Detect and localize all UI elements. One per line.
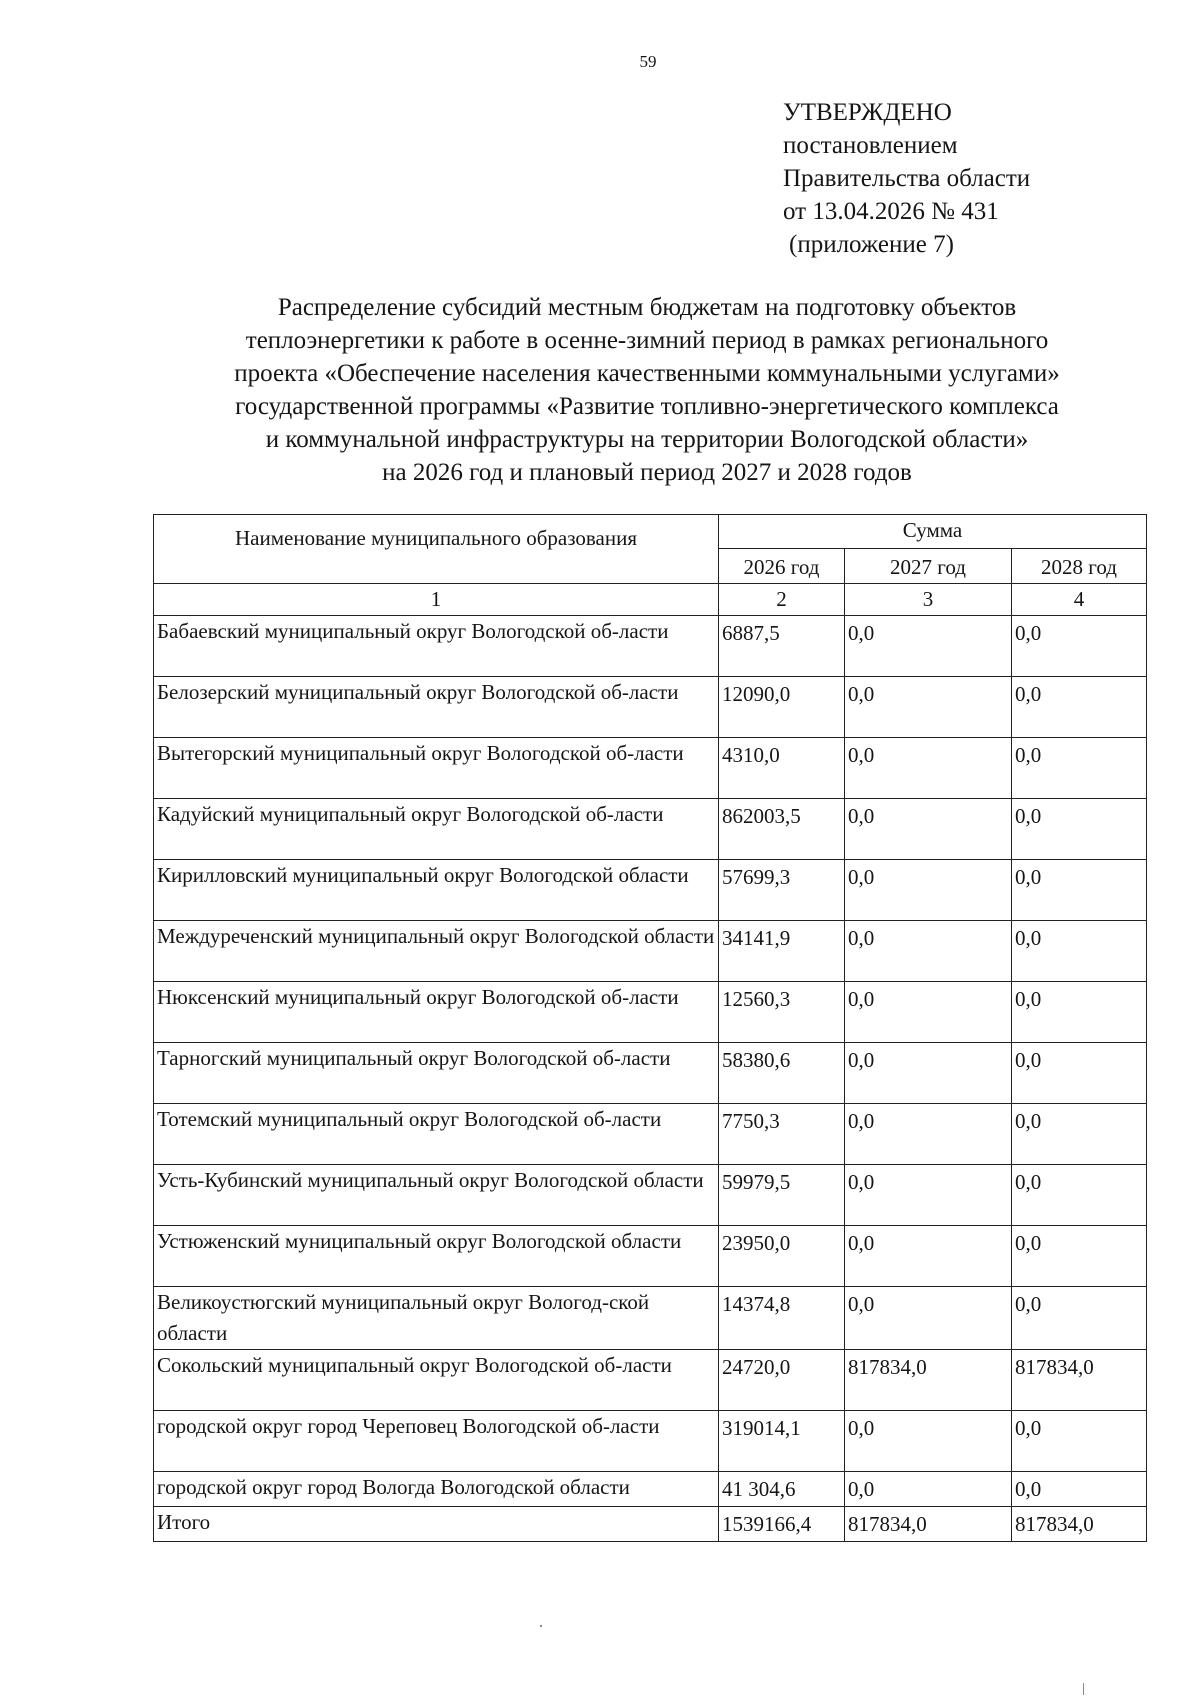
amount-2026: 862003,5: [719, 799, 845, 860]
amount-2026: 24720,0: [719, 1350, 845, 1411]
municipality-name: Бабаевский муниципальный округ Вологодской об-ласти: [154, 616, 719, 677]
amount-2026: 14374,8: [719, 1287, 845, 1350]
municipality-name: Тарногский муниципальный округ Вологодской об-ласти: [154, 1043, 719, 1104]
title-line: государственной программы «Развитие топливно-энергетического комплекса: [235, 393, 1059, 420]
table-row: [154, 1350, 1147, 1411]
column-number: 4: [1012, 584, 1147, 616]
amount-2027: 0,0: [845, 1411, 1012, 1472]
table-row: [154, 738, 1147, 799]
approval-heading: УТВЕРЖДЕНО: [783, 99, 952, 126]
table-row: [154, 1104, 1147, 1165]
total-label: Итого: [154, 1507, 719, 1542]
amount-2028: 0,0: [1012, 1472, 1147, 1507]
table-row: [154, 1287, 1147, 1350]
total-2027: 817834,0: [845, 1507, 1012, 1542]
amount-2027: 0,0: [845, 982, 1012, 1043]
municipality-name: Устюженский муниципальный округ Вологодской области: [154, 1226, 719, 1287]
amount-2028: 0,0: [1012, 799, 1147, 860]
table-row: [154, 1165, 1147, 1226]
amount-2026: 12090,0: [719, 677, 845, 738]
amount-2027: 0,0: [845, 921, 1012, 982]
approval-stamp: [783, 96, 1030, 261]
amount-2026: 319014,1: [719, 1411, 845, 1472]
amount-2026: 6887,5: [719, 616, 845, 677]
total-2028: 817834,0: [1012, 1507, 1147, 1542]
amount-2026: 41 304,6: [719, 1472, 845, 1507]
municipality-name: Белозерский муниципальный округ Вологодской об-ласти: [154, 677, 719, 738]
table-row: [154, 616, 1147, 677]
amount-2027: 0,0: [845, 738, 1012, 799]
amount-2028: 0,0: [1012, 1104, 1147, 1165]
amount-2028: 0,0: [1012, 921, 1147, 982]
header-year-2027: 2027 год: [845, 549, 1012, 584]
municipality-name: Тотемский муниципальный округ Вологодской об-ласти: [154, 1104, 719, 1165]
municipality-name: городской округ город Череповец Вологодской об-ласти: [154, 1411, 719, 1472]
table-row: [154, 1226, 1147, 1287]
amount-2027: 817834,0: [845, 1350, 1012, 1411]
table-row: [154, 1411, 1147, 1472]
table-row: [154, 799, 1147, 860]
title-line: Распределение субсидий местным бюджетам на подготовку объектов: [277, 294, 1017, 321]
amount-2028: 817834,0: [1012, 1350, 1147, 1411]
document-title: [140, 291, 1154, 489]
amount-2028: 0,0: [1012, 738, 1147, 799]
amount-2028: 0,0: [1012, 1226, 1147, 1287]
amount-2028: 0,0: [1012, 1287, 1147, 1350]
municipality-name: Нюксенский муниципальный округ Вологодской об-ласти: [154, 982, 719, 1043]
municipality-name: городской округ город Вологда Вологодской области: [154, 1472, 719, 1507]
header-name: Наименование муниципального образования: [154, 515, 719, 584]
header-year-2026: 2026 год: [719, 549, 845, 584]
approval-note: (приложение 7): [789, 231, 954, 258]
amount-2028: 0,0: [1012, 982, 1147, 1043]
scan-speck: [540, 1625, 542, 1627]
amount-2027: 0,0: [845, 677, 1012, 738]
header-year-2028: 2028 год: [1012, 549, 1147, 584]
amount-2027: 0,0: [845, 1287, 1012, 1350]
header-sum: Сумма: [719, 515, 1147, 549]
total-row: [154, 1507, 1147, 1542]
municipality-name: Кирилловский муниципальный округ Вологодской области: [154, 860, 719, 921]
amount-2028: 0,0: [1012, 1411, 1147, 1472]
title-line: на 2026 год и плановый период 2027 и 2028 годов: [382, 459, 912, 486]
amount-2028: 0,0: [1012, 677, 1147, 738]
amount-2028: 0,0: [1012, 1043, 1147, 1104]
table-row: [154, 982, 1147, 1043]
amount-2026: 12560,3: [719, 982, 845, 1043]
amount-2027: 0,0: [845, 1043, 1012, 1104]
approval-line: Правительства области: [783, 165, 1031, 192]
scan-mark: [1083, 1683, 1084, 1695]
amount-2027: 0,0: [845, 616, 1012, 677]
subsidy-table: [153, 514, 1147, 1542]
column-number: 2: [719, 584, 845, 616]
table-row: [154, 1043, 1147, 1104]
table-row: [154, 1472, 1147, 1507]
total-2026: 1539166,4: [719, 1507, 845, 1542]
amount-2026: 23950,0: [719, 1226, 845, 1287]
approval-line: от 13.04.2026 № 431: [783, 198, 999, 225]
amount-2026: 4310,0: [719, 738, 845, 799]
title-line: теплоэнергетики к работе в осенне-зимний период в рамках регионального: [245, 327, 1049, 354]
municipality-name: Усть-Кубинский муниципальный округ Вологодской области: [154, 1165, 719, 1226]
amount-2027: 0,0: [845, 1472, 1012, 1507]
approval-line: постановлением: [783, 132, 958, 159]
amount-2028: 0,0: [1012, 616, 1147, 677]
title-line: проекта «Обеспечение населения качественными коммунальными услугами»: [234, 360, 1060, 387]
amount-2027: 0,0: [845, 1226, 1012, 1287]
municipality-name: Великоустюгский муниципальный округ Вологод-ской области: [154, 1287, 719, 1350]
amount-2026: 7750,3: [719, 1104, 845, 1165]
municipality-name: Междуреченский муниципальный округ Вологодской области: [154, 921, 719, 982]
table-row: [154, 677, 1147, 738]
amount-2027: 0,0: [845, 1104, 1012, 1165]
municipality-name: Сокольский муниципальный округ Вологодской об-ласти: [154, 1350, 719, 1411]
municipality-name: Вытегорский муниципальный округ Вологодской об-ласти: [154, 738, 719, 799]
amount-2027: 0,0: [845, 860, 1012, 921]
amount-2026: 34141,9: [719, 921, 845, 982]
column-number: 3: [845, 584, 1012, 616]
amount-2026: 58380,6: [719, 1043, 845, 1104]
table-row: [154, 921, 1147, 982]
amount-2026: 57699,3: [719, 860, 845, 921]
title-line: и коммунальной инфраструктуры на территории Вологодской области»: [265, 426, 1029, 453]
column-number: 1: [154, 584, 719, 616]
page-number: 59: [639, 52, 657, 71]
amount-2026: 59979,5: [719, 1165, 845, 1226]
amount-2027: 0,0: [845, 1165, 1012, 1226]
amount-2027: 0,0: [845, 799, 1012, 860]
amount-2028: 0,0: [1012, 1165, 1147, 1226]
table-row: [154, 860, 1147, 921]
amount-2028: 0,0: [1012, 860, 1147, 921]
municipality-name: Кадуйский муниципальный округ Вологодской об-ласти: [154, 799, 719, 860]
